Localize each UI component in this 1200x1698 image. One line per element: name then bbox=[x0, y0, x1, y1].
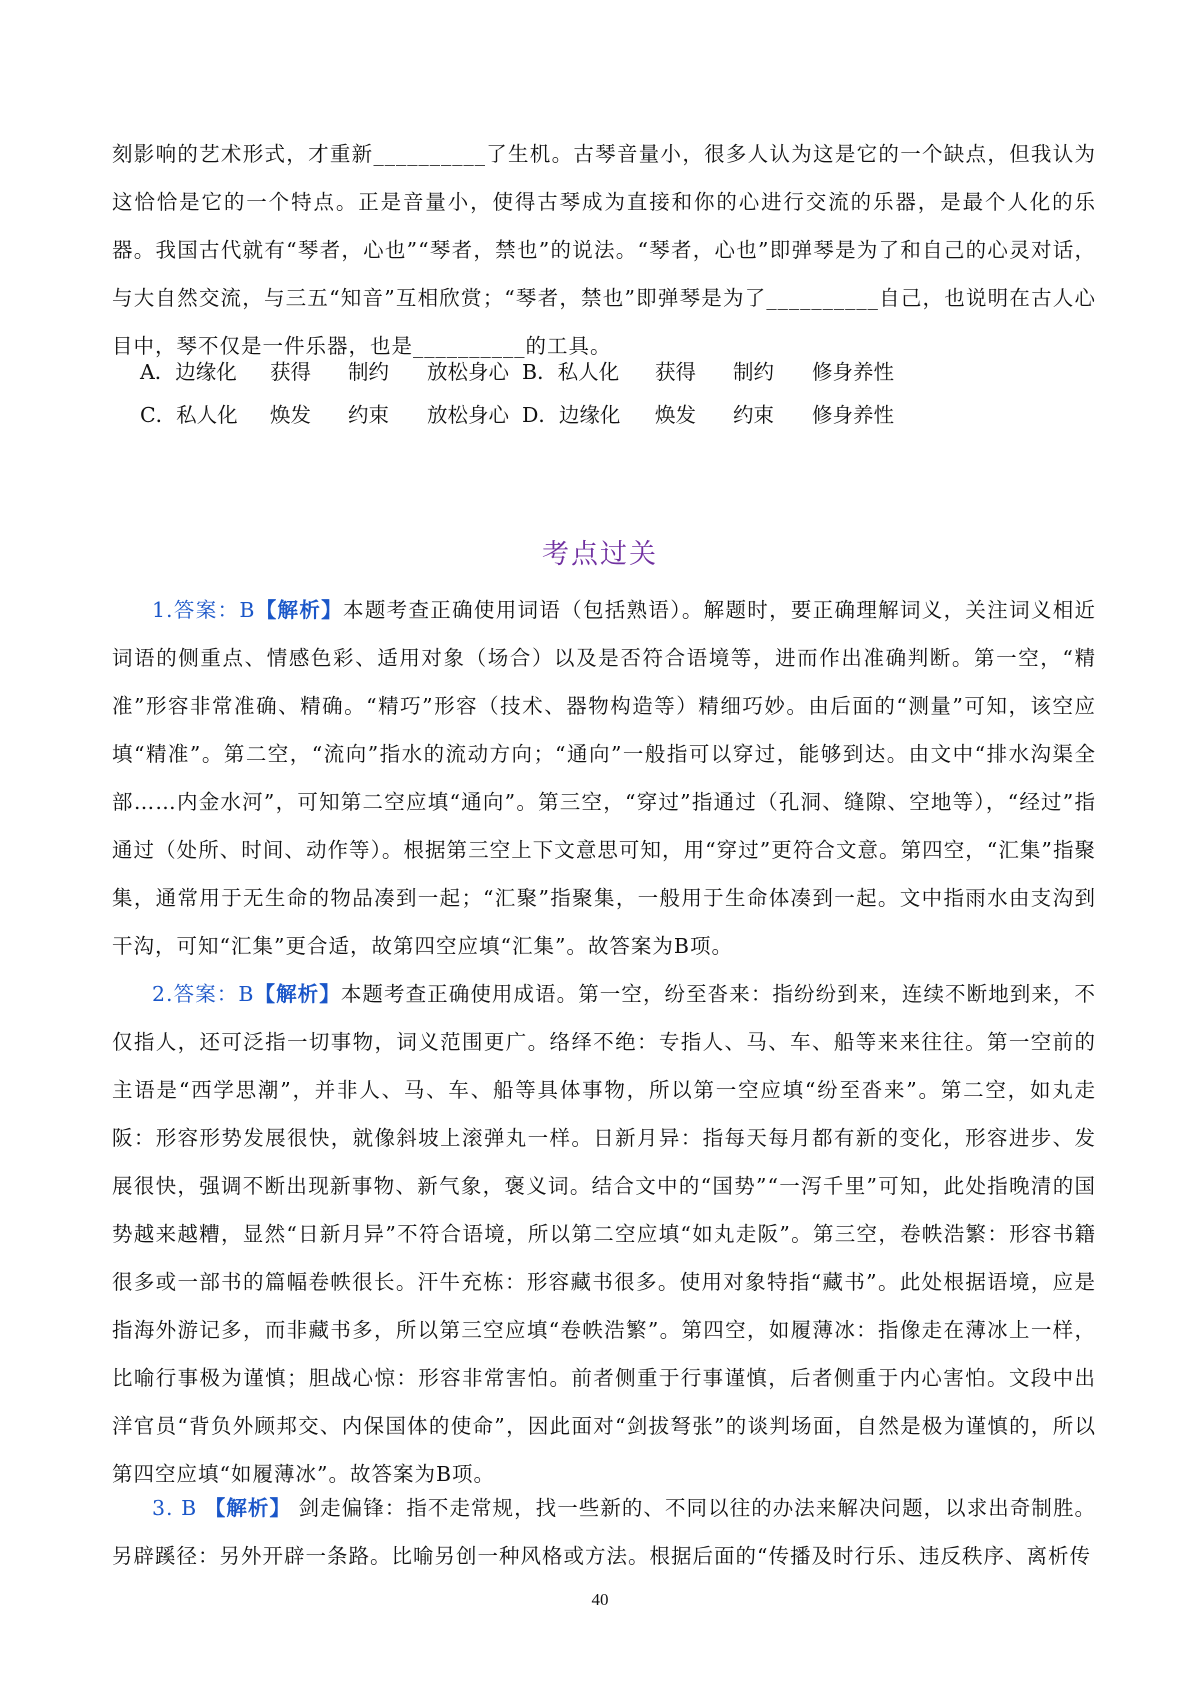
answer-2-text: 本题考查正确使用成语。第一空，纷至沓来：指纷纷到来，连续不断地到来，不仅指人，还可泛指一切事物，词义范围更广。络绎不绝：专指人、马、车、船等来来往往。第一空前的主语是“西学思潮”，并非人、马、车、船等具体事物，所以第一空应填“纷至沓来”。第二空，如丸走阪：形容形势发展很快，就像斜坡上滚弹丸一样。日新月异：指每天每月都有新的变化，形容进步、发展很快，强调不断出现新事物、新气象，褒义词。结合文中的“国势”“一泻千里”可知，此处指晚清的国势越来越糟，显然“日新月异”不符合语境，所以第二空应填“如丸走阪”。第三空，卷帙浩繁：形容书籍很多或一部书的篇幅卷帙很长。汗牛充栋：形容藏书很多。使用对象特指“藏书”。此处根据语境，应是指海外游记多，而非藏书多，所以第三空应填“卷帙浩繁”。第四空，如履薄冰：指像走在薄冰上一样，比喻行事极为谨慎；胆战心惊：形容非常害怕。前者侧重于行事谨慎，后者侧重于内心害怕。文段中出洋官员“背负外顾邦交、内保国体的使命”，因此面对“剑拔弩张”的谈判场面，自然是极为谨慎的，所以第四空应填“如履薄冰”。故答案为B项。 bbox=[112, 982, 1097, 1486]
option-d-word2: 焕发 bbox=[655, 403, 696, 427]
page-number: 40 bbox=[591, 1590, 609, 1609]
option-a-word2: 获得 bbox=[270, 360, 311, 384]
option-c-label: C．私人化 bbox=[140, 403, 238, 427]
option-c-word4: 放松身心 bbox=[427, 403, 509, 427]
option-d-word3: 约束 bbox=[733, 403, 774, 427]
answer-2 bbox=[112, 970, 1096, 1498]
answer-2-tag: 【解析】 bbox=[254, 982, 341, 1006]
answer-1-text: 本题考查正确使用词语（包括熟语）。解题时，要正确理解词义，关注词义相近词语的侧重点、情感色彩、适用对象（场合）以及是否符合语境等，进而作出准确判断。第一空，“精准”形容非常准确、精确。“精巧”形容（技术、器物构造等）精细巧妙。由后面的“测量”可知，该空应填“精准”。第二空，“流向”指水的流动方向；“通向”一般指可以穿过，能够到达。由文中“排水沟渠全部……内金水河”，可知第二空应填“通向”。第三空，“穿过”指通过（孔洞、缝隙、空地等），“经过”指通过（处所、时间、动作等）。根据第三空上下文意思可知，用“穿过”更符合文意。第四空，“汇集”指聚集，通常用于无生命的物品凑到一起；“汇聚”指聚集，一般用于生命体凑到一起。文中指雨水由支沟到干沟，可知“汇集”更合适，故第四空应填“汇集”。故答案为B项。 bbox=[112, 598, 1097, 958]
option-d-label: D．边缘化 bbox=[522, 403, 621, 427]
answer-3-text: 剑走偏锋：指不走常规，找一些新的、不同以往的办法来解决问题，以求出奇制胜。另辟蹊径：另外开辟一条路。比喻另创一种风格或方法。根据后面的“传播及时行乐、违反秩序、离析传 bbox=[112, 1496, 1096, 1568]
option-b-word4: 修身养性 bbox=[812, 360, 894, 384]
option-c-word2: 焕发 bbox=[270, 403, 311, 427]
answer-3-tag: 【解析】 bbox=[204, 1496, 291, 1520]
answer-1-tag: 【解析】 bbox=[255, 598, 343, 622]
option-b-word2: 获得 bbox=[655, 360, 696, 384]
answer-1-prefix: 1.答案：B bbox=[152, 598, 256, 622]
answer-1 bbox=[112, 586, 1096, 970]
option-c-word3: 约束 bbox=[348, 403, 389, 427]
option-d-word4: 修身养性 bbox=[812, 403, 894, 427]
option-a-label: A．边缘化 bbox=[140, 360, 237, 384]
answer-3 bbox=[112, 1484, 1096, 1580]
section-title: 考点过关 bbox=[542, 539, 658, 570]
answer-2-prefix: 2.答案：B bbox=[152, 982, 255, 1006]
option-a-word3: 制约 bbox=[348, 360, 389, 384]
answer-3-prefix: 3. B bbox=[152, 1496, 198, 1520]
question-passage: 刻影响的艺术形式，才重新__________了生机。古琴音量小，很多人认为这是它的一个缺点，但我认为这恰恰是它的一个特点。正是音量小，使得古琴成为直接和你的心进行交流的乐器，是最个人化的乐器。我国古代就有“琴者，心也”“琴者，禁也”的说法。“琴者，心也”即弹琴是为了和自己的心灵对话，与大自然交流，与三五“知音”互相欣赏；“琴者，禁也”即弹琴是为了__________自己，也说明在古人心目中，琴不仅是一件乐器，也是__________的工具。 bbox=[112, 142, 1096, 358]
option-a-word4: 放松身心 bbox=[427, 360, 509, 384]
option-b-word3: 制约 bbox=[733, 360, 774, 384]
option-b-label: B．私人化 bbox=[522, 360, 620, 384]
